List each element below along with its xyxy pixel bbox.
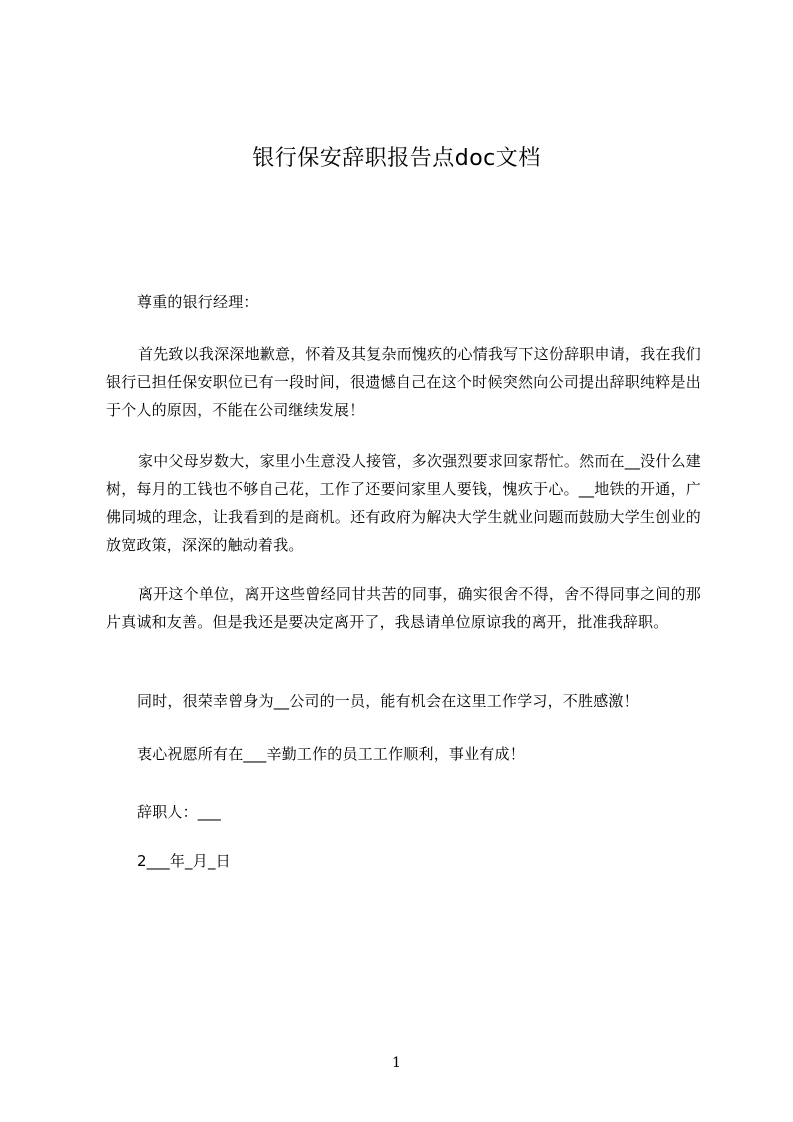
document-title: 银行保安辞职报告点doc文档 xyxy=(252,146,541,171)
paragraph-apology: 首先致以我深深地歉意，怀着及其复杂而愧疚的心情我写下这份辞职申请，我在我们银行已担任保安职位已有一段时间，很遗憾自己在这个时候突然向公司提出辞职纯粹是出于个人的原因，不能在公司继续发展！ xyxy=(106,345,701,419)
paragraph-farewell: 离开这个单位，离开这些曾经同甘共苦的同事，确实很舍不得，舍不得同事之间的那片真诚和友善。但是我还是要决定离开了，我恳请单位原谅我的离开，批准我辞职。 xyxy=(106,585,701,631)
wishes-line: 衷心祝愿所有在___辛勤工作的员工工作顺利，事业有成！ xyxy=(137,745,525,763)
signature-line: 辞职人：___ xyxy=(137,803,221,821)
salutation: 尊重的银行经理： xyxy=(137,293,259,311)
date-line: 2___年_月_日 xyxy=(137,852,231,870)
thanks-line: 同时，很荣幸曾身为__公司的一员，能有机会在这里工作学习，不胜感激！ xyxy=(137,692,639,710)
page-number: 1 xyxy=(392,1055,401,1071)
paragraph-family-reason: 家中父母岁数大，家里小生意没人接管，多次强烈要求回家帮忙。然而在__没什么建树，每月的工钱也不够自己花，工作了还要问家里人要钱，愧疚于心。__地铁的开通，广佛同城的理念，让我看到的是商机。还有政府为解决大学生就业问题而鼓励大学生创业的放宽政策，深深的触动着我。 xyxy=(106,452,701,554)
